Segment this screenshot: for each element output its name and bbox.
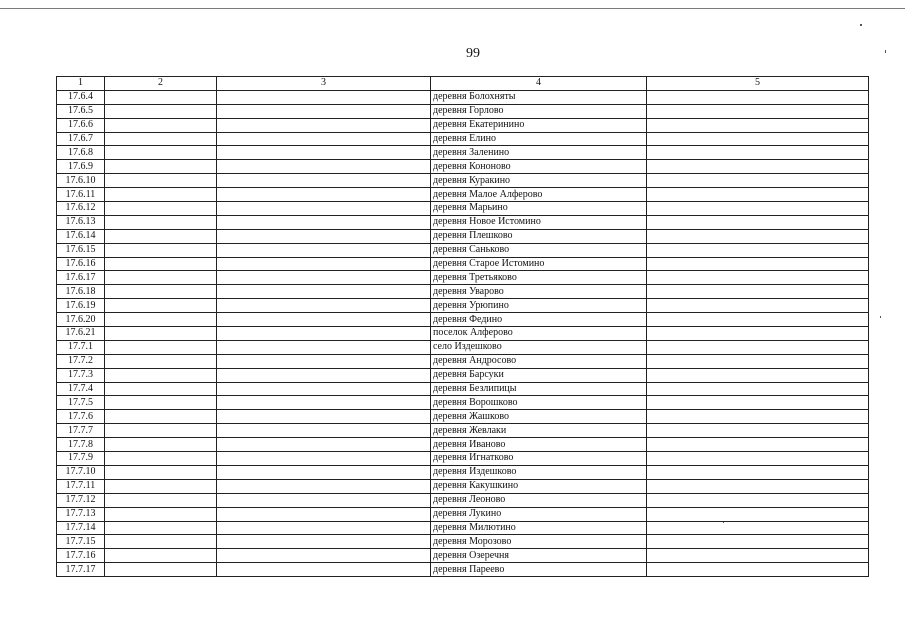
settlement-name-cell: деревня Старое Истомино (431, 257, 647, 271)
settlement-name-cell: деревня Урюпино (431, 299, 647, 313)
row-code-cell: 17.6.12 (57, 202, 105, 216)
table-row (57, 104, 869, 118)
empty-cell-col-5 (647, 271, 869, 285)
row-code-cell: 17.7.1 (57, 340, 105, 354)
empty-cell-col-5 (647, 327, 869, 341)
settlement-name-cell: деревня Озеречня (431, 549, 647, 563)
empty-cell-col-3 (217, 257, 431, 271)
row-code-cell: 17.7.11 (57, 479, 105, 493)
empty-cell-col-3 (217, 118, 431, 132)
empty-cell-col-2 (105, 271, 217, 285)
empty-cell-col-3 (217, 368, 431, 382)
empty-cell-col-5 (647, 410, 869, 424)
column-header-3: 3 (217, 77, 431, 91)
empty-cell-col-2 (105, 493, 217, 507)
empty-cell-col-3 (217, 146, 431, 160)
column-header-1: 1 (57, 77, 105, 91)
empty-cell-col-2 (105, 424, 217, 438)
empty-cell-col-5 (647, 521, 869, 535)
settlement-name-cell: деревня Куракино (431, 174, 647, 188)
empty-cell-col-5 (647, 563, 869, 577)
empty-cell-col-2 (105, 396, 217, 410)
empty-cell-col-2 (105, 174, 217, 188)
empty-cell-col-5 (647, 535, 869, 549)
empty-cell-col-2 (105, 90, 217, 104)
empty-cell-col-3 (217, 479, 431, 493)
row-code-cell: 17.7.13 (57, 507, 105, 521)
row-code-cell: 17.7.4 (57, 382, 105, 396)
table-row (57, 521, 869, 535)
empty-cell-col-2 (105, 243, 217, 257)
table-row (57, 479, 869, 493)
empty-cell-col-3 (217, 104, 431, 118)
table-row (57, 424, 869, 438)
settlements-table (56, 76, 869, 577)
empty-cell-col-2 (105, 382, 217, 396)
empty-cell-col-3 (217, 299, 431, 313)
table-row (57, 493, 869, 507)
empty-cell-col-5 (647, 438, 869, 452)
table-row (57, 118, 869, 132)
empty-cell-col-3 (217, 493, 431, 507)
row-code-cell: 17.6.14 (57, 229, 105, 243)
empty-cell-col-3 (217, 354, 431, 368)
empty-cell-col-3 (217, 229, 431, 243)
row-code-cell: 17.6.6 (57, 118, 105, 132)
empty-cell-col-5 (647, 507, 869, 521)
empty-cell-col-2 (105, 521, 217, 535)
row-code-cell: 17.6.16 (57, 257, 105, 271)
empty-cell-col-2 (105, 507, 217, 521)
empty-cell-col-2 (105, 202, 217, 216)
settlement-name-cell: деревня Уварово (431, 285, 647, 299)
table-row (57, 327, 869, 341)
settlement-name-cell: деревня Плешково (431, 229, 647, 243)
empty-cell-col-2 (105, 146, 217, 160)
table-row (57, 452, 869, 466)
settlement-name-cell: деревня Ворошково (431, 396, 647, 410)
table-row (57, 146, 869, 160)
row-code-cell: 17.6.20 (57, 313, 105, 327)
row-code-cell: 17.7.9 (57, 452, 105, 466)
empty-cell-col-5 (647, 285, 869, 299)
table-row (57, 132, 869, 146)
empty-cell-col-3 (217, 160, 431, 174)
row-code-cell: 17.6.19 (57, 299, 105, 313)
empty-cell-col-2 (105, 535, 217, 549)
row-code-cell: 17.7.10 (57, 465, 105, 479)
empty-cell-col-3 (217, 438, 431, 452)
row-code-cell: 17.6.11 (57, 188, 105, 202)
empty-cell-col-5 (647, 313, 869, 327)
table-row (57, 507, 869, 521)
empty-cell-col-5 (647, 146, 869, 160)
empty-cell-col-5 (647, 229, 869, 243)
empty-cell-col-3 (217, 410, 431, 424)
empty-cell-col-5 (647, 396, 869, 410)
empty-cell-col-5 (647, 132, 869, 146)
empty-cell-col-5 (647, 465, 869, 479)
table-body (57, 90, 869, 576)
settlement-name-cell: деревня Федино (431, 313, 647, 327)
empty-cell-col-2 (105, 299, 217, 313)
empty-cell-col-2 (105, 410, 217, 424)
settlement-name-cell: деревня Лукино (431, 507, 647, 521)
settlement-name-cell: деревня Андросово (431, 354, 647, 368)
table-row (57, 299, 869, 313)
settlement-name-cell: деревня Какушкино (431, 479, 647, 493)
settlement-name-cell: деревня Болохняты (431, 90, 647, 104)
empty-cell-col-5 (647, 340, 869, 354)
table-row (57, 215, 869, 229)
empty-cell-col-3 (217, 285, 431, 299)
table-row (57, 354, 869, 368)
empty-cell-col-5 (647, 215, 869, 229)
empty-cell-col-2 (105, 368, 217, 382)
settlement-name-cell: деревня Иваново (431, 438, 647, 452)
empty-cell-col-5 (647, 452, 869, 466)
empty-cell-col-3 (217, 382, 431, 396)
row-code-cell: 17.6.5 (57, 104, 105, 118)
empty-cell-col-2 (105, 327, 217, 341)
empty-cell-col-2 (105, 132, 217, 146)
empty-cell-col-3 (217, 188, 431, 202)
table-row (57, 229, 869, 243)
empty-cell-col-2 (105, 354, 217, 368)
row-code-cell: 17.7.7 (57, 424, 105, 438)
empty-cell-col-2 (105, 563, 217, 577)
table-row (57, 563, 869, 577)
empty-cell-col-5 (647, 354, 869, 368)
scan-speck (885, 50, 886, 53)
row-code-cell: 17.7.16 (57, 549, 105, 563)
table-row (57, 271, 869, 285)
empty-cell-col-5 (647, 188, 869, 202)
settlement-name-cell: деревня Леоново (431, 493, 647, 507)
empty-cell-col-3 (217, 202, 431, 216)
empty-cell-col-2 (105, 285, 217, 299)
empty-cell-col-3 (217, 465, 431, 479)
empty-cell-col-5 (647, 174, 869, 188)
empty-cell-col-5 (647, 202, 869, 216)
row-code-cell: 17.6.10 (57, 174, 105, 188)
row-code-cell: 17.6.18 (57, 285, 105, 299)
empty-cell-col-5 (647, 90, 869, 104)
empty-cell-col-5 (647, 549, 869, 563)
empty-cell-col-5 (647, 118, 869, 132)
settlement-name-cell: деревня Игнатково (431, 452, 647, 466)
row-code-cell: 17.6.13 (57, 215, 105, 229)
empty-cell-col-5 (647, 299, 869, 313)
row-code-cell: 17.7.14 (57, 521, 105, 535)
empty-cell-col-2 (105, 465, 217, 479)
empty-cell-col-3 (217, 313, 431, 327)
empty-cell-col-3 (217, 327, 431, 341)
settlement-name-cell: село Издешково (431, 340, 647, 354)
scan-speck (860, 24, 862, 26)
settlement-name-cell: поселок Алферово (431, 327, 647, 341)
row-code-cell: 17.7.5 (57, 396, 105, 410)
empty-cell-col-3 (217, 132, 431, 146)
settlement-name-cell: деревня Елино (431, 132, 647, 146)
empty-cell-col-5 (647, 493, 869, 507)
empty-cell-col-2 (105, 479, 217, 493)
table-row (57, 90, 869, 104)
table-row (57, 285, 869, 299)
empty-cell-col-5 (647, 424, 869, 438)
row-code-cell: 17.6.8 (57, 146, 105, 160)
empty-cell-col-5 (647, 382, 869, 396)
settlement-name-cell: деревня Барсуки (431, 368, 647, 382)
table-row (57, 257, 869, 271)
row-code-cell: 17.6.4 (57, 90, 105, 104)
column-header-5: 5 (647, 77, 869, 91)
empty-cell-col-2 (105, 438, 217, 452)
row-code-cell: 17.7.8 (57, 438, 105, 452)
empty-cell-col-2 (105, 118, 217, 132)
table-row (57, 465, 869, 479)
table-row (57, 396, 869, 410)
settlement-name-cell: деревня Безлипицы (431, 382, 647, 396)
settlement-name-cell: деревня Жевлаки (431, 424, 647, 438)
table-row (57, 188, 869, 202)
empty-cell-col-3 (217, 452, 431, 466)
empty-cell-col-3 (217, 549, 431, 563)
scan-speck (880, 316, 881, 318)
empty-cell-col-3 (217, 174, 431, 188)
row-code-cell: 17.7.6 (57, 410, 105, 424)
empty-cell-col-3 (217, 215, 431, 229)
table-row (57, 202, 869, 216)
table-row (57, 382, 869, 396)
table-row (57, 160, 869, 174)
table-row (57, 549, 869, 563)
table-row (57, 243, 869, 257)
empty-cell-col-5 (647, 104, 869, 118)
empty-cell-col-3 (217, 90, 431, 104)
empty-cell-col-3 (217, 396, 431, 410)
table-row (57, 340, 869, 354)
empty-cell-col-5 (647, 257, 869, 271)
settlement-name-cell: деревня Пареево (431, 563, 647, 577)
empty-cell-col-3 (217, 340, 431, 354)
empty-cell-col-2 (105, 340, 217, 354)
row-code-cell: 17.7.2 (57, 354, 105, 368)
row-code-cell: 17.7.3 (57, 368, 105, 382)
empty-cell-col-3 (217, 521, 431, 535)
row-code-cell: 17.7.15 (57, 535, 105, 549)
settlement-name-cell: деревня Саньково (431, 243, 647, 257)
empty-cell-col-2 (105, 104, 217, 118)
empty-cell-col-2 (105, 188, 217, 202)
scan-speck (723, 522, 724, 523)
top-border-line (0, 8, 905, 9)
empty-cell-col-5 (647, 479, 869, 493)
empty-cell-col-3 (217, 243, 431, 257)
empty-cell-col-3 (217, 507, 431, 521)
row-code-cell: 17.6.17 (57, 271, 105, 285)
column-header-4: 4 (431, 77, 647, 91)
row-code-cell: 17.7.12 (57, 493, 105, 507)
empty-cell-col-3 (217, 271, 431, 285)
empty-cell-col-2 (105, 229, 217, 243)
empty-cell-col-2 (105, 257, 217, 271)
row-code-cell: 17.6.7 (57, 132, 105, 146)
settlement-name-cell: деревня Милютино (431, 521, 647, 535)
table-row (57, 313, 869, 327)
settlement-name-cell: деревня Издешково (431, 465, 647, 479)
table-row (57, 410, 869, 424)
empty-cell-col-2 (105, 549, 217, 563)
table-row (57, 368, 869, 382)
empty-cell-col-2 (105, 215, 217, 229)
empty-cell-col-5 (647, 243, 869, 257)
settlement-name-cell: деревня Горлово (431, 104, 647, 118)
empty-cell-col-2 (105, 160, 217, 174)
settlement-name-cell: деревня Заленино (431, 146, 647, 160)
settlement-name-cell: деревня Третьяково (431, 271, 647, 285)
settlement-name-cell: деревня Новое Истомино (431, 215, 647, 229)
empty-cell-col-3 (217, 535, 431, 549)
settlement-name-cell: деревня Малое Алферово (431, 188, 647, 202)
row-code-cell: 17.6.9 (57, 160, 105, 174)
settlement-name-cell: деревня Морозово (431, 535, 647, 549)
table-row (57, 438, 869, 452)
row-code-cell: 17.7.17 (57, 563, 105, 577)
table-row (57, 174, 869, 188)
row-code-cell: 17.6.15 (57, 243, 105, 257)
column-header-2: 2 (105, 77, 217, 91)
empty-cell-col-3 (217, 563, 431, 577)
settlement-name-cell: деревня Жашково (431, 410, 647, 424)
empty-cell-col-5 (647, 368, 869, 382)
empty-cell-col-2 (105, 452, 217, 466)
settlement-name-cell: деревня Марьино (431, 202, 647, 216)
table-row (57, 535, 869, 549)
page-number: 99 (466, 46, 480, 61)
empty-cell-col-2 (105, 313, 217, 327)
table-header-row (57, 77, 869, 91)
settlement-name-cell: деревня Кононово (431, 160, 647, 174)
settlement-name-cell: деревня Екатеринино (431, 118, 647, 132)
row-code-cell: 17.6.21 (57, 327, 105, 341)
empty-cell-col-3 (217, 424, 431, 438)
empty-cell-col-5 (647, 160, 869, 174)
